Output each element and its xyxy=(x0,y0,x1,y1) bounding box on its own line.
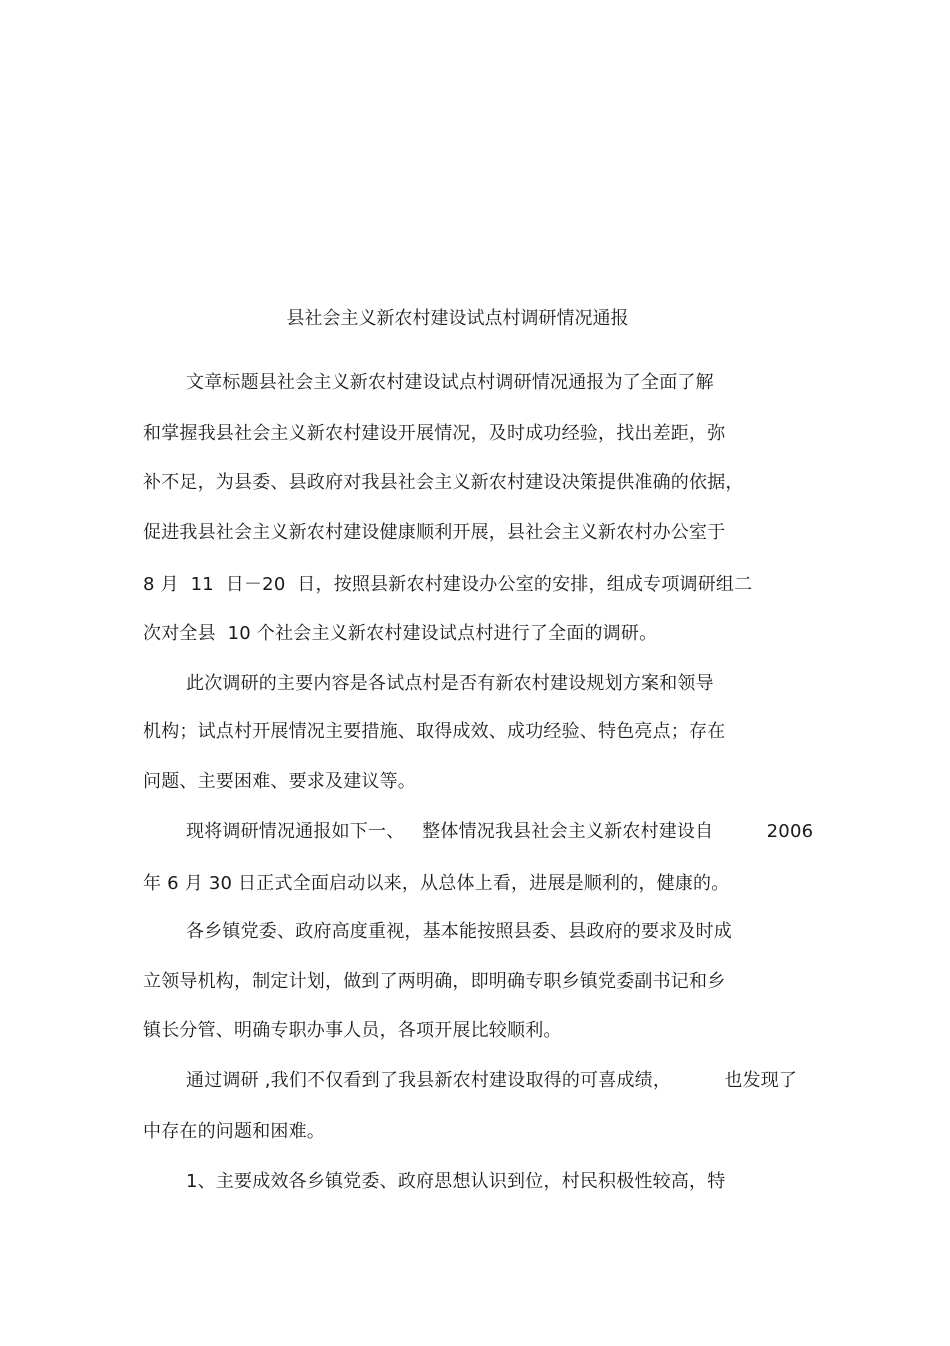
paragraph-line: 立领导机构，制定计划，做到了两明确，即明确专职乡镇党委副书记和乡 xyxy=(143,971,726,992)
paragraph-line: 问题、主要困难、要求及建议等。 xyxy=(143,771,416,792)
document-title: 县社会主义新农村建设试点村调研情况通报 xyxy=(286,308,629,329)
paragraph-line: 补不足，为县委、县政府对我县社会主义新农村建设决策提供准确的依据， xyxy=(143,472,744,493)
paragraph-line: 机构；试点村开展情况主要措施、取得成效、成功经验、特色亮点；存在 xyxy=(143,721,726,742)
paragraph-line: 镇长分管、明确专职办事人员，各项开展比较顺利。 xyxy=(143,1020,562,1041)
paragraph-line: 现将调研情况通报如下一、 整体情况我县社会主义新农村建设自 2006 xyxy=(186,821,814,842)
paragraph-line: 1、主要成效各乡镇党委、政府思想认识到位，村民积极性较高，特 xyxy=(186,1171,726,1192)
paragraph-line: 年 6 月 30 日正式全面启动以来，从总体上看，进展是顺利的，健康的。 xyxy=(143,873,730,894)
paragraph-line: 此次调研的主要内容是各试点村是否有新农村建设规划方案和领导 xyxy=(186,673,714,694)
paragraph-line: 8 月 11 日－20 日，按照县新农村建设办公室的安排，组成专项调研组二 xyxy=(143,574,753,595)
paragraph-line: 和掌握我县社会主义新农村建设开展情况，及时成功经验，找出差距，弥 xyxy=(143,423,726,444)
paragraph-line: 促进我县社会主义新农村建设健康顺利开展，县社会主义新农村办公室于 xyxy=(143,522,726,543)
paragraph-line: 中存在的问题和困难。 xyxy=(143,1121,325,1142)
paragraph-line: 次对全县 10 个社会主义新农村建设试点村进行了全面的调研。 xyxy=(143,623,658,644)
paragraph-line: 文章标题县社会主义新农村建设试点村调研情况通报为了全面了解 xyxy=(186,372,714,393)
paragraph-line: 各乡镇党委、政府高度重视，基本能按照县委、县政府的要求及时成 xyxy=(186,921,732,942)
paragraph-line: 通过调研 ,我们不仅看到了我县新农村建设取得的可喜成绩， 也发现了 xyxy=(186,1070,798,1091)
